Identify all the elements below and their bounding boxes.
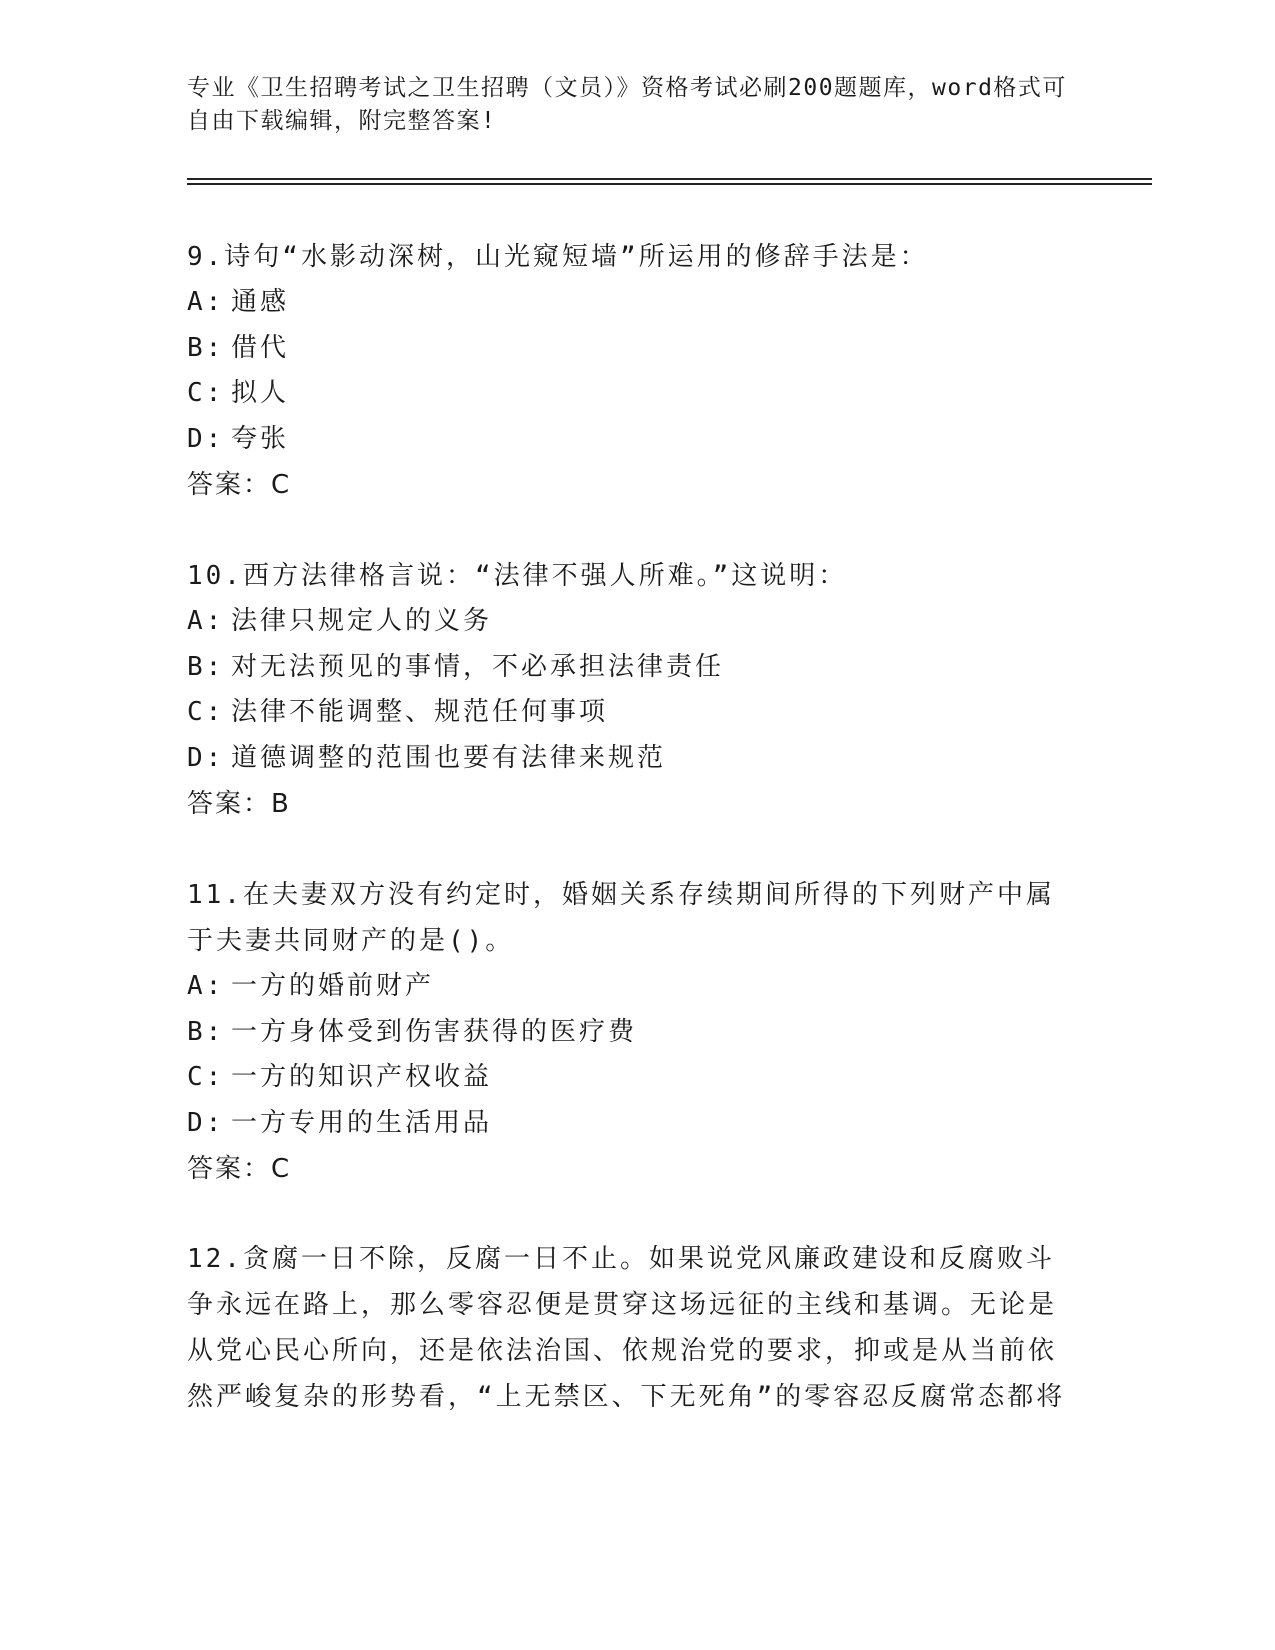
option-d (187, 1101, 1077, 1147)
option-letter: A: (187, 287, 225, 317)
option-c (187, 690, 1077, 736)
option-text: 拟人 (231, 378, 290, 408)
option-letter: D: (187, 742, 225, 773)
option-d (187, 417, 1077, 463)
option-letter: C: (187, 378, 225, 408)
option-text: 通感 (231, 287, 290, 317)
option-text: 一方的知识产权收益 (231, 1062, 493, 1092)
option-a (187, 599, 1077, 645)
document-header: 专业《卫生招聘考试之卫生招聘（文员）》资格考试必刷200题题库，word格式可自由下载编辑，附完整答案! (187, 75, 1067, 134)
option-d (187, 736, 1077, 782)
question-12 (187, 1236, 1077, 1420)
option-text: 借代 (231, 332, 290, 363)
option-a (187, 964, 1077, 1010)
header-divider-top (187, 178, 1152, 180)
option-text: 一方的婚前财产 (231, 971, 435, 1001)
option-text: 对无法预见的事情，不必承担法律责任 (231, 651, 725, 682)
answer-line: 答案：B (187, 789, 291, 819)
question-10 (187, 553, 1077, 827)
question-stem: 11.在夫妻双方没有约定时，婚姻关系存续期间所得的下列财产中属于夫妻共同财产的是()。 (187, 880, 1055, 956)
option-letter: B: (187, 651, 225, 682)
option-text: 一方身体受到伤害获得的医疗费 (231, 1016, 638, 1047)
question-stem: 10.西方法律格言说：“法律不强人所难。”这说明： (187, 561, 848, 591)
option-letter: D: (187, 423, 225, 454)
question-stem: 12.贪腐一日不除，反腐一日不止。如果说党风廉政建设和反腐败斗争永远在路上，那么零容忍便是贯穿这场远征的主线和基调。无论是从党心民心所向，还是依法治国、依规治党的要求，抑或是从当前依然严峻复杂的形势看，“上无禁区、下无死角”的零容忍反腐常态都将 (187, 1244, 1066, 1412)
option-letter: A: (187, 606, 225, 636)
option-letter: D: (187, 1107, 225, 1138)
answer-line: 答案：C (187, 470, 292, 500)
option-text: 法律只规定人的义务 (231, 606, 493, 636)
question-9 (187, 234, 1077, 508)
option-a (187, 280, 1077, 326)
option-b (187, 326, 1077, 372)
option-b (187, 1010, 1077, 1056)
question-11 (187, 872, 1077, 1192)
answer-line: 答案：C (187, 1154, 292, 1184)
question-stem: 9.诗句“水影动深树，山光窥短墙”所运用的修辞手法是： (187, 242, 929, 272)
option-c (187, 371, 1077, 417)
option-letter: C: (187, 697, 225, 727)
option-letter: A: (187, 971, 225, 1001)
option-b (187, 645, 1077, 691)
option-letter: B: (187, 1016, 225, 1047)
option-text: 夸张 (231, 423, 290, 454)
option-text: 一方专用的生活用品 (231, 1107, 493, 1138)
header-divider-bottom (187, 183, 1152, 185)
option-c (187, 1055, 1077, 1101)
option-letter: C: (187, 1062, 225, 1092)
option-text: 道德调整的范围也要有法律来规范 (231, 742, 667, 773)
option-letter: B: (187, 332, 225, 363)
option-text: 法律不能调整、规范任何事项 (231, 697, 609, 727)
